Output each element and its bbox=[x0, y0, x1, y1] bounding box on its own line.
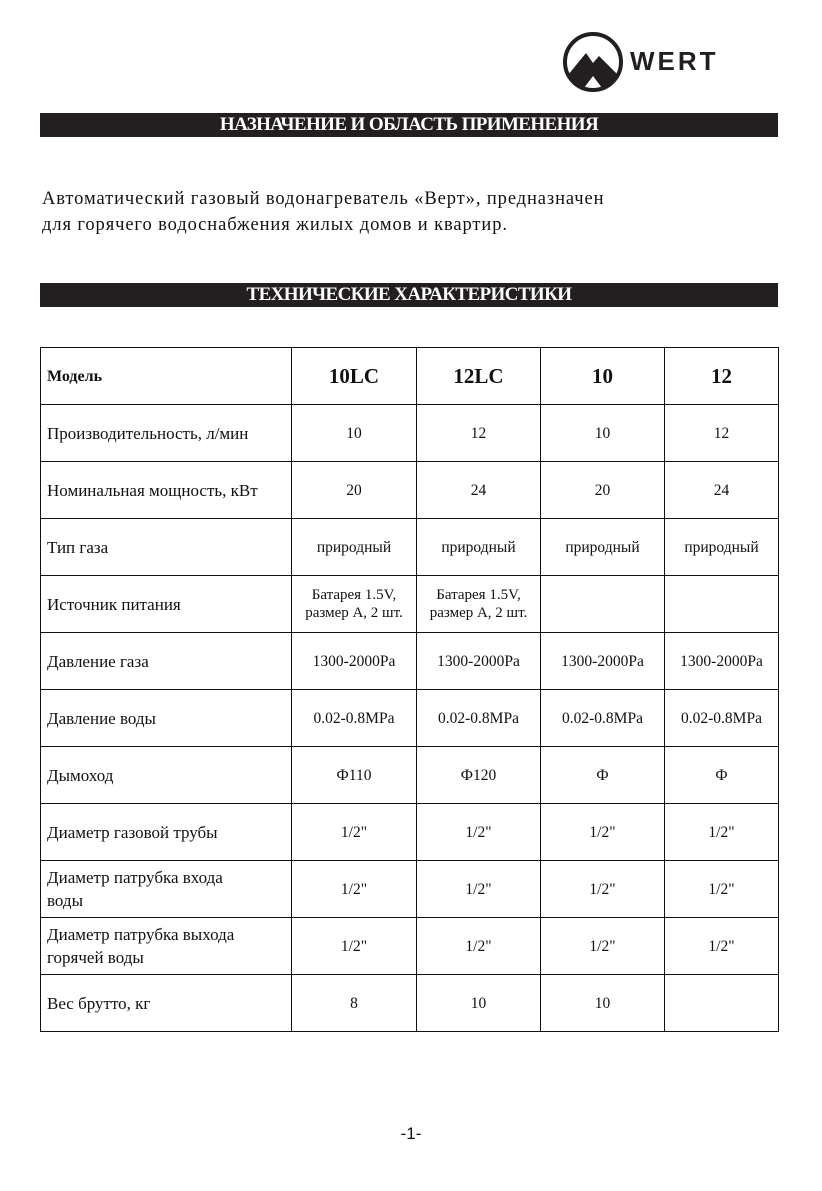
table-cell: 0.02-0.8MPa bbox=[665, 690, 779, 747]
table-cell: 8 bbox=[292, 975, 417, 1032]
label-line: горячей воды bbox=[47, 948, 144, 967]
table-cell bbox=[665, 576, 779, 633]
section-title-purpose: НАЗНАЧЕНИЕ И ОБЛАСТЬ ПРИМЕНЕНИЯ bbox=[40, 113, 778, 137]
table-row bbox=[41, 576, 779, 633]
row-label: Номинальная мощность, кВт bbox=[41, 462, 292, 519]
table-cell: 20 bbox=[541, 462, 665, 519]
intro-paragraph bbox=[42, 186, 782, 238]
table-cell: 1300-2000Pa bbox=[417, 633, 541, 690]
row-label: Давление газа bbox=[41, 633, 292, 690]
cell-line: размер А, 2 шт. bbox=[429, 605, 528, 621]
table-cell: 1/2" bbox=[541, 804, 665, 861]
table-row bbox=[41, 690, 779, 747]
table-cell: 1/2" bbox=[665, 918, 779, 975]
header-cell-10: 10 bbox=[541, 348, 665, 405]
table-header-row bbox=[41, 348, 779, 405]
label-line: воды bbox=[47, 891, 83, 910]
row-label: Дымоход bbox=[41, 747, 292, 804]
row-label bbox=[41, 918, 292, 975]
table-cell: 0.02-0.8MPa bbox=[541, 690, 665, 747]
table-row bbox=[41, 861, 779, 918]
table-row bbox=[41, 804, 779, 861]
section-title-specs: ТЕХНИЧЕСКИЕ ХАРАКТЕРИСТИКИ bbox=[40, 283, 778, 307]
table-cell: 20 bbox=[292, 462, 417, 519]
table-cell: 1/2" bbox=[292, 918, 417, 975]
table-cell: 0.02-0.8MPa bbox=[417, 690, 541, 747]
brand-wordmark-text: WERT bbox=[630, 50, 719, 74]
intro-line-1: Автоматический газовый водонагреватель «Верт», предназначен bbox=[42, 189, 605, 209]
table-cell bbox=[292, 576, 417, 633]
row-label: Источник питания bbox=[41, 576, 292, 633]
label-line: Диаметр патрубка выхода bbox=[47, 925, 235, 944]
table-cell: 1/2" bbox=[292, 861, 417, 918]
table-row bbox=[41, 462, 779, 519]
brand-logo bbox=[562, 30, 782, 94]
table-row bbox=[41, 975, 779, 1032]
table-row bbox=[41, 918, 779, 975]
table-cell: природный bbox=[541, 519, 665, 576]
table-cell: природный bbox=[665, 519, 779, 576]
specs-table bbox=[40, 347, 779, 1032]
table-cell: 1/2" bbox=[665, 804, 779, 861]
row-label: Давление воды bbox=[41, 690, 292, 747]
table-cell bbox=[417, 576, 541, 633]
row-label: Диаметр газовой трубы bbox=[41, 804, 292, 861]
table-cell: 1/2" bbox=[417, 804, 541, 861]
table-cell: Ф bbox=[541, 747, 665, 804]
table-cell: Ф110 bbox=[292, 747, 417, 804]
table-cell: 1/2" bbox=[292, 804, 417, 861]
table-row bbox=[41, 747, 779, 804]
row-label: Тип газа bbox=[41, 519, 292, 576]
cell-line: размер А, 2 шт. bbox=[305, 605, 403, 621]
page-number: -1- bbox=[400, 1124, 422, 1143]
table-cell: 24 bbox=[665, 462, 779, 519]
table-cell: природный bbox=[292, 519, 417, 576]
table-cell: 12 bbox=[417, 405, 541, 462]
table-cell: 1300-2000Pa bbox=[665, 633, 779, 690]
table-row bbox=[41, 405, 779, 462]
header-cell-model: Модель bbox=[41, 348, 292, 405]
table-cell: 1/2" bbox=[541, 918, 665, 975]
table-cell bbox=[541, 576, 665, 633]
label-line: Диаметр патрубка входа bbox=[47, 868, 223, 887]
table-cell: природный bbox=[417, 519, 541, 576]
cell-line: Батарея 1.5V, bbox=[436, 587, 521, 603]
table-cell: 24 bbox=[417, 462, 541, 519]
mountain-logo-icon bbox=[562, 31, 624, 93]
table-cell: 10 bbox=[417, 975, 541, 1032]
table-cell: 1/2" bbox=[417, 918, 541, 975]
table-cell: 1300-2000Pa bbox=[292, 633, 417, 690]
table-cell: 1300-2000Pa bbox=[541, 633, 665, 690]
cell-line: Батарея 1.5V, bbox=[311, 587, 397, 603]
table-cell: 1/2" bbox=[541, 861, 665, 918]
brand-wordmark bbox=[630, 50, 778, 74]
table-cell: 10 bbox=[541, 975, 665, 1032]
intro-line-2: для горячего водоснабжения жилых домов и квартир. bbox=[42, 215, 508, 235]
table-cell: 0.02-0.8MPa bbox=[292, 690, 417, 747]
header-cell-12lc: 12LC bbox=[417, 348, 541, 405]
table-cell: 1/2" bbox=[417, 861, 541, 918]
table-cell: 1/2" bbox=[665, 861, 779, 918]
table-cell: 10 bbox=[292, 405, 417, 462]
table-cell: Ф bbox=[665, 747, 779, 804]
header-cell-12: 12 bbox=[665, 348, 779, 405]
table-cell: 10 bbox=[541, 405, 665, 462]
row-label bbox=[41, 861, 292, 918]
table-cell: Ф120 bbox=[417, 747, 541, 804]
table-row bbox=[41, 519, 779, 576]
table-row bbox=[41, 633, 779, 690]
row-label: Производительность, л/мин bbox=[41, 405, 292, 462]
header-cell-10lc: 10LC bbox=[292, 348, 417, 405]
table-cell: 12 bbox=[665, 405, 779, 462]
row-label: Вес брутто, кг bbox=[41, 975, 292, 1032]
table-cell bbox=[665, 975, 779, 1032]
